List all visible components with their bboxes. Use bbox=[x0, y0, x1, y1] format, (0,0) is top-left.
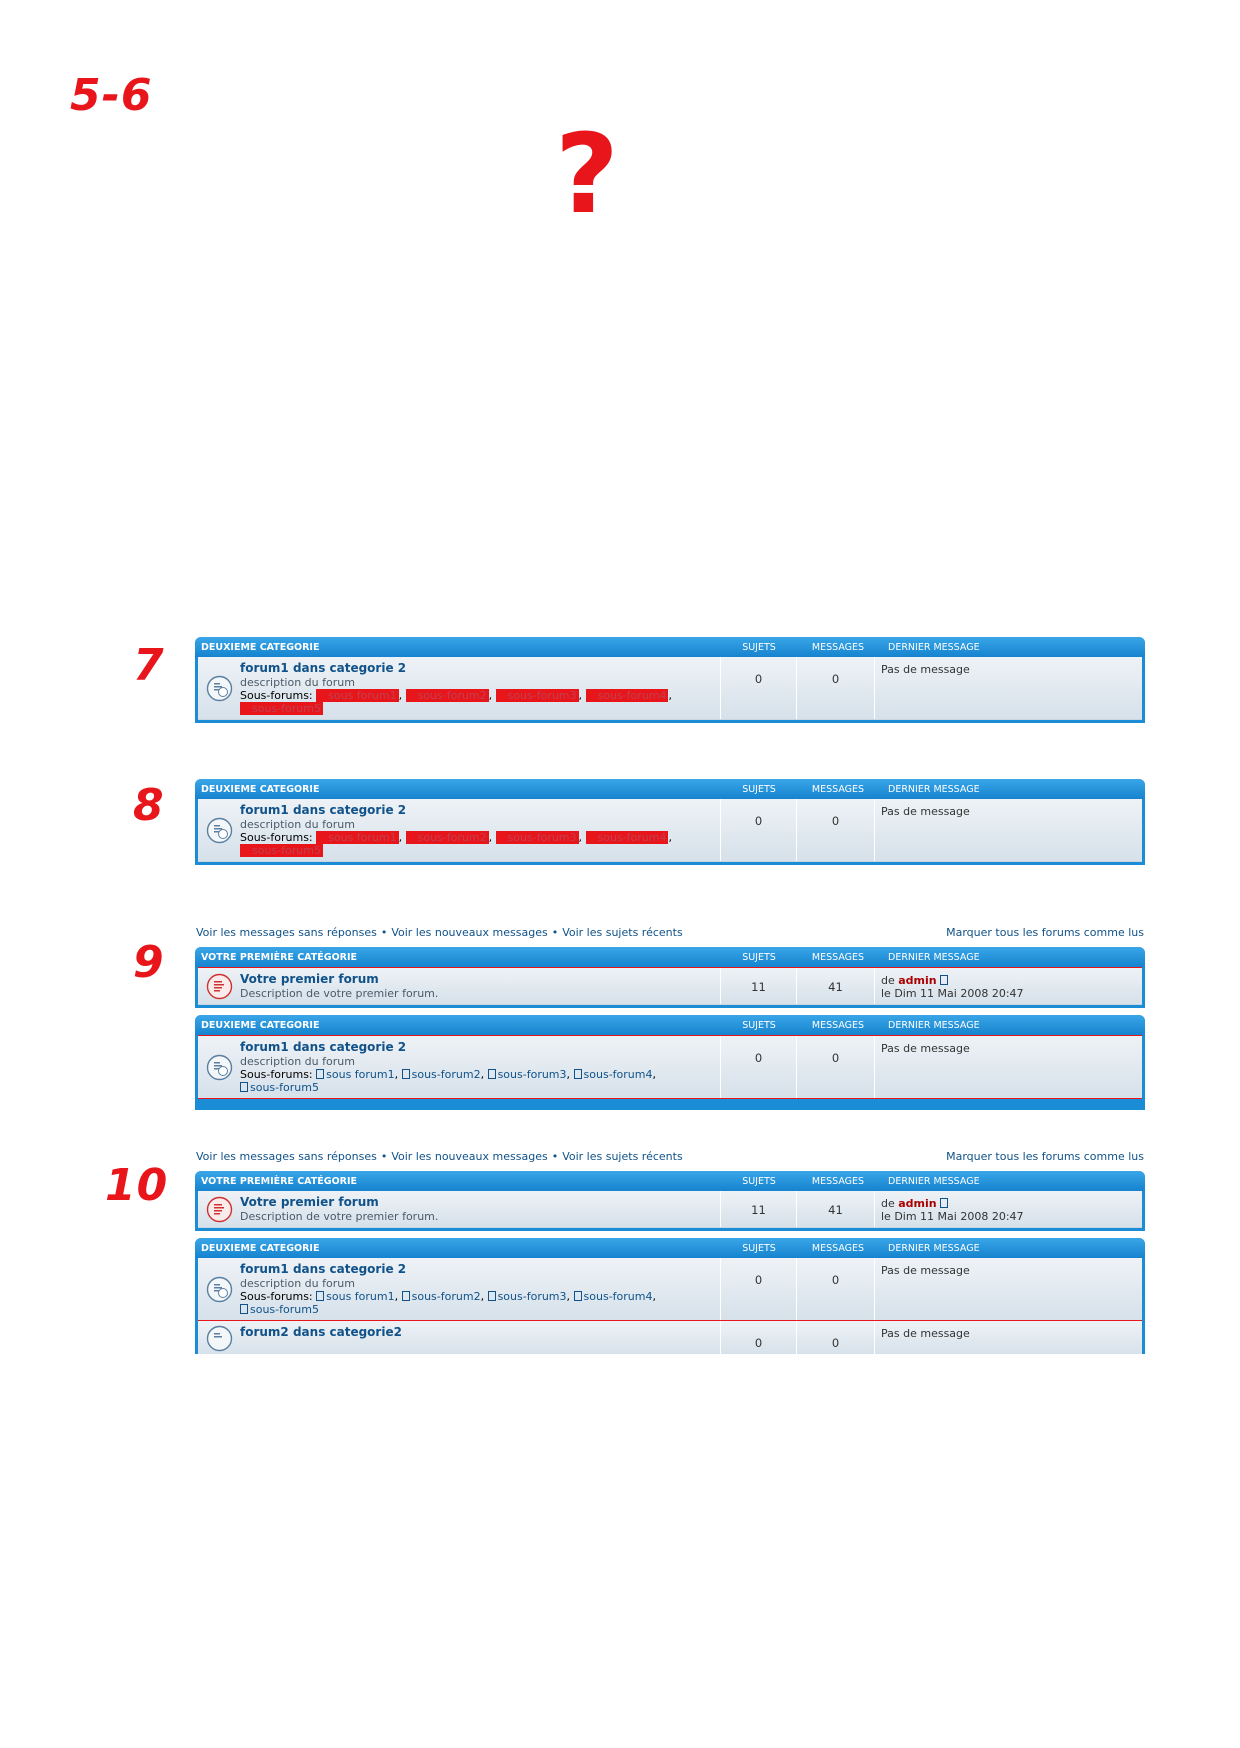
forum-row bbox=[198, 799, 1142, 862]
category-title[interactable]: DEUXIEME CATEGORIE bbox=[201, 1242, 320, 1254]
forum-name-link[interactable]: forum1 dans categorie 2 bbox=[240, 803, 407, 817]
last-post: de admin le Dim 11 Mai 2008 20:47 bbox=[881, 974, 1024, 1000]
subforum-link[interactable]: sous-forum5 bbox=[240, 844, 323, 857]
forum-read-icon bbox=[204, 1040, 234, 1094]
screenshot-7 bbox=[195, 637, 1145, 730]
subforum-icon bbox=[488, 1069, 496, 1079]
posts-count: 0 bbox=[797, 1321, 875, 1354]
subforum-list: Sous-forums: sous forum1, sous-forum2, sous-forum3, sous-forum4, sous-forum5 bbox=[240, 1068, 656, 1094]
subforum-icon bbox=[240, 1304, 248, 1314]
forum-name-link[interactable]: forum1 dans categorie 2 bbox=[240, 1040, 407, 1054]
posts-count: 0 bbox=[797, 1036, 875, 1098]
col-posts: MESSAGES bbox=[811, 1019, 865, 1031]
subforum-icon bbox=[402, 1291, 410, 1301]
last-post: Pas de message bbox=[881, 663, 970, 676]
subforum-link[interactable]: sous forum1 bbox=[326, 1068, 395, 1081]
category-block bbox=[195, 1238, 1145, 1354]
posts-count: 41 bbox=[797, 968, 875, 1004]
category-title[interactable]: VOTRE PREMIÈRE CATÉGORIE bbox=[201, 951, 357, 963]
topics-count: 11 bbox=[721, 968, 797, 1004]
topics-count: 0 bbox=[721, 1258, 797, 1320]
view-latest-post-icon[interactable] bbox=[940, 975, 948, 985]
link-recent-topics[interactable]: Voir les sujets récents bbox=[562, 1150, 683, 1163]
link-mark-all-read[interactable]: Marquer tous les forums comme lus bbox=[946, 1150, 1144, 1163]
subforum-link[interactable]: sous-forum5 bbox=[240, 702, 323, 715]
annotation-9: 9 bbox=[133, 937, 165, 988]
posts-count: 0 bbox=[797, 657, 875, 719]
forum-description: description du forum bbox=[240, 1277, 355, 1290]
forum-description: Description de votre premier forum. bbox=[240, 987, 439, 1000]
forum-description: description du forum bbox=[240, 676, 355, 689]
annotation-5-6: 5-6 bbox=[70, 70, 153, 121]
subforum-link[interactable]: sous-forum3 bbox=[496, 831, 579, 844]
subforum-link[interactable]: sous-forum2 bbox=[411, 1068, 481, 1081]
col-topics: SUJETS bbox=[742, 1175, 776, 1187]
forum-row bbox=[198, 1035, 1142, 1099]
last-post: de admin le Dim 11 Mai 2008 20:47 bbox=[881, 1197, 1024, 1223]
topics-count: 0 bbox=[721, 657, 797, 719]
annotation-8: 8 bbox=[133, 780, 165, 831]
forum-row bbox=[198, 657, 1142, 720]
forum-read-icon bbox=[204, 803, 234, 857]
subforums-label: Sous-forums: bbox=[240, 1068, 313, 1081]
col-topics: SUJETS bbox=[742, 641, 776, 653]
top-links-bar: Voir les messages sans réponses • Voir les nouveaux messages • Voir les sujets récents Marquer tous les forums comme lus bbox=[196, 926, 1144, 939]
category-title[interactable]: DEUXIEME CATEGORIE bbox=[201, 1019, 320, 1031]
forum-row bbox=[198, 1191, 1142, 1228]
category-title[interactable]: DEUXIEME CATEGORIE bbox=[201, 783, 320, 795]
subforum-link[interactable]: sous-forum4 bbox=[586, 831, 669, 844]
category-block bbox=[195, 947, 1145, 1008]
last-post: Pas de message bbox=[881, 805, 970, 818]
col-last: DERNIER MESSAGE bbox=[888, 783, 980, 795]
last-post-date: le Dim 11 Mai 2008 20:47 bbox=[881, 987, 1024, 1000]
subforum-icon bbox=[488, 1291, 496, 1301]
subforum-icon bbox=[402, 1069, 410, 1079]
subforum-link[interactable]: sous-forum2 bbox=[406, 831, 489, 844]
col-last: DERNIER MESSAGE bbox=[888, 641, 980, 653]
category-header bbox=[195, 1015, 1145, 1035]
screenshot-10 bbox=[195, 1149, 1145, 1361]
col-posts: MESSAGES bbox=[811, 951, 865, 963]
col-topics: SUJETS bbox=[742, 783, 776, 795]
col-last: DERNIER MESSAGE bbox=[888, 1242, 980, 1254]
col-topics: SUJETS bbox=[742, 1242, 776, 1254]
col-last: DERNIER MESSAGE bbox=[888, 1175, 980, 1187]
subforum-icon bbox=[574, 1069, 582, 1079]
topics-count: 0 bbox=[721, 1321, 797, 1354]
category-block bbox=[195, 1171, 1145, 1231]
subforum-list: Sous-forums: sous forum1 , sous-forum2 , sous-forum3 , sous-forum4 , sous-forum5 bbox=[240, 689, 672, 715]
col-last: DERNIER MESSAGE bbox=[888, 1019, 980, 1031]
subforum-link[interactable]: sous forum1 bbox=[316, 689, 398, 702]
screenshot-8 bbox=[195, 779, 1145, 872]
col-posts: MESSAGES bbox=[811, 1242, 865, 1254]
posts-count: 0 bbox=[797, 799, 875, 861]
subforum-link[interactable]: sous forum1 bbox=[316, 831, 398, 844]
posts-count: 41 bbox=[797, 1191, 875, 1227]
subforum-link[interactable]: sous-forum4 bbox=[583, 1290, 653, 1303]
category-header bbox=[195, 637, 1145, 657]
category-header bbox=[195, 947, 1145, 967]
subforums-label: Sous-forums: bbox=[240, 831, 313, 844]
annotation-10: 10 bbox=[105, 1160, 169, 1211]
category-header bbox=[195, 1238, 1145, 1258]
forum-row bbox=[198, 1258, 1142, 1321]
last-post: Pas de message bbox=[881, 1327, 970, 1340]
forum-unread-icon bbox=[204, 972, 234, 1000]
link-unanswered[interactable]: Voir les messages sans réponses bbox=[196, 926, 377, 939]
subforums-label: Sous-forums: bbox=[240, 689, 313, 702]
category-header bbox=[195, 1171, 1145, 1191]
forum-row bbox=[198, 1321, 1142, 1354]
annotation-question-mark: ? bbox=[555, 110, 620, 238]
col-topics: SUJETS bbox=[742, 1019, 776, 1031]
forum-read-icon bbox=[204, 661, 234, 715]
link-new-posts[interactable]: Voir les nouveaux messages bbox=[391, 926, 548, 939]
subforum-link[interactable]: sous-forum5 bbox=[250, 1081, 319, 1094]
forum-name-link[interactable]: forum1 dans categorie 2 bbox=[240, 661, 407, 675]
subforum-link[interactable]: sous-forum2 bbox=[411, 1290, 481, 1303]
subforum-link[interactable]: sous-forum3 bbox=[496, 689, 579, 702]
col-posts: MESSAGES bbox=[811, 1175, 865, 1187]
forum-name-link[interactable]: Votre premier forum bbox=[240, 972, 379, 986]
forum-name-link[interactable]: forum2 dans categorie2 bbox=[240, 1325, 402, 1339]
last-post-date: le Dim 11 Mai 2008 20:47 bbox=[881, 1210, 1024, 1223]
subforum-icon bbox=[316, 1291, 324, 1301]
annotation-7: 7 bbox=[133, 640, 165, 691]
subforum-icon bbox=[574, 1291, 582, 1301]
subforum-link[interactable]: sous-forum4 bbox=[586, 689, 669, 702]
link-recent-topics[interactable]: Voir les sujets récents bbox=[562, 926, 683, 939]
link-new-posts[interactable]: Voir les nouveaux messages bbox=[391, 1150, 548, 1163]
forum-row bbox=[198, 967, 1142, 1005]
forum-read-icon bbox=[204, 1325, 234, 1352]
last-post-user-link[interactable]: admin bbox=[898, 974, 937, 987]
subforum-icon bbox=[316, 1069, 324, 1079]
subforum-link[interactable]: sous-forum4 bbox=[583, 1068, 653, 1081]
category-block bbox=[195, 779, 1145, 865]
screenshot-9 bbox=[195, 925, 1145, 1117]
link-mark-all-read[interactable]: Marquer tous les forums comme lus bbox=[946, 926, 1144, 939]
last-post: Pas de message bbox=[881, 1042, 970, 1055]
last-post: Pas de message bbox=[881, 1264, 970, 1277]
topics-count: 0 bbox=[721, 799, 797, 861]
topics-count: 11 bbox=[721, 1191, 797, 1227]
forum-read-icon bbox=[204, 1262, 234, 1316]
view-latest-post-icon[interactable] bbox=[940, 1198, 948, 1208]
forum-description: description du forum bbox=[240, 1055, 355, 1068]
link-unanswered[interactable]: Voir les messages sans réponses bbox=[196, 1150, 377, 1163]
forum-description: description du forum bbox=[240, 818, 355, 831]
col-last: DERNIER MESSAGE bbox=[888, 951, 980, 963]
subforum-list: Sous-forums: sous forum1, sous-forum2, sous-forum3, sous-forum4, sous-forum5 bbox=[240, 1290, 656, 1316]
subforum-link[interactable]: sous-forum3 bbox=[497, 1290, 567, 1303]
forum-name-link[interactable]: Votre premier forum bbox=[240, 1195, 379, 1209]
col-posts: MESSAGES bbox=[811, 641, 865, 653]
posts-count: 0 bbox=[797, 1258, 875, 1320]
topics-count: 0 bbox=[721, 1036, 797, 1098]
forum-unread-icon bbox=[204, 1195, 234, 1223]
col-topics: SUJETS bbox=[742, 951, 776, 963]
subforums-label: Sous-forums: bbox=[240, 1290, 313, 1303]
last-post-user-link[interactable]: admin bbox=[898, 1197, 937, 1210]
subforum-list: Sous-forums: sous forum1 , sous-forum2 , sous-forum3 , sous-forum4 , sous-forum5 bbox=[240, 831, 672, 857]
category-block bbox=[195, 637, 1145, 723]
top-links-bar: Voir les messages sans réponses • Voir les nouveaux messages • Voir les sujets récents Marquer tous les forums comme lus bbox=[196, 1150, 1144, 1163]
forum-name-link[interactable]: forum1 dans categorie 2 bbox=[240, 1262, 407, 1276]
subforum-link[interactable]: sous-forum5 bbox=[250, 1303, 319, 1316]
subforum-link[interactable]: sous-forum3 bbox=[497, 1068, 567, 1081]
subforum-icon bbox=[240, 1082, 248, 1092]
subforum-link[interactable]: sous-forum2 bbox=[406, 689, 489, 702]
forum-description: Description de votre premier forum. bbox=[240, 1210, 439, 1223]
category-block bbox=[195, 1015, 1145, 1110]
category-title[interactable]: DEUXIEME CATEGORIE bbox=[201, 641, 320, 653]
category-title[interactable]: VOTRE PREMIÈRE CATÉGORIE bbox=[201, 1175, 357, 1187]
category-header bbox=[195, 779, 1145, 799]
col-posts: MESSAGES bbox=[811, 783, 865, 795]
subforum-link[interactable]: sous forum1 bbox=[326, 1290, 395, 1303]
